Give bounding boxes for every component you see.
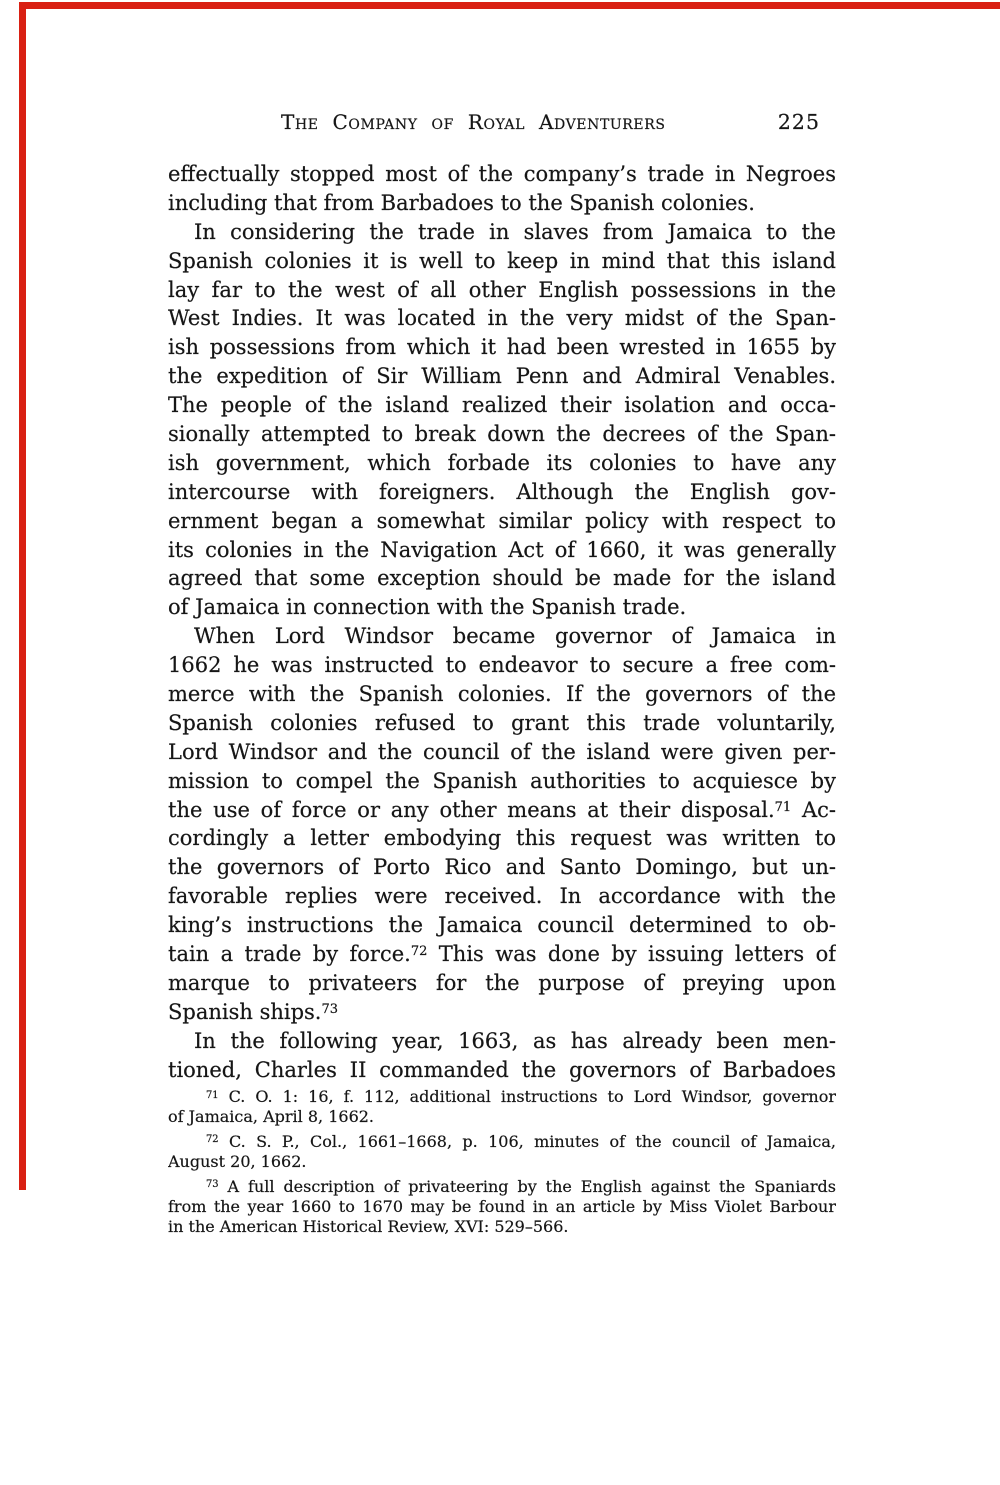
text-line: ish possessions from which it had been wrested in 1655 by	[168, 335, 836, 360]
text-line: intercourse with foreigners. Although the English gov-	[168, 479, 836, 504]
text-line: its colonies in the Navigation Act of 1660, it was generally	[168, 537, 836, 562]
footnote-marker: 73	[321, 1001, 339, 1017]
text-line: 1662 he was instructed to endeavor to secure a free com-	[168, 653, 836, 678]
footnote-marker: 73	[206, 1179, 219, 1191]
text-line: cordingly a letter embodying this request was written to	[168, 826, 836, 851]
footnote	[168, 1087, 836, 1128]
footnotes	[168, 1087, 836, 1242]
running-title: The Company of Royal Adventurers	[281, 110, 666, 134]
text-line: Spanish ships.$^{73}$	[168, 999, 339, 1024]
scan-edge-top	[19, 2, 1000, 9]
text-line: in the American Historical Review, XVI: 529–566.	[168, 1217, 569, 1237]
text-line: tioned, Charles II commanded the governors of Barbadoes	[168, 1057, 836, 1082]
text-line: $^{72}$ C. S. P., Col., 1661–1668, p. 106, minutes of the council of Jamaica,	[206, 1131, 836, 1151]
text-line: king’s instructions the Jamaica council determined to ob-	[168, 913, 836, 938]
text-line: West Indies. It was located in the very midst of the Span-	[168, 306, 836, 331]
body-text	[168, 160, 836, 1085]
text-line: ish government, which forbade its colonies to have any	[168, 450, 836, 475]
text-line: of Jamaica in connection with the Spanish trade.	[168, 595, 687, 620]
text-line: In considering the trade in slaves from Jamaica to the	[194, 219, 836, 244]
page-number: 225	[777, 110, 820, 134]
text-line: marque to privateers for the purpose of preying upon	[168, 970, 836, 995]
text-line: favorable replies were received. In accordance with the	[168, 884, 836, 909]
text-line: merce with the Spanish colonies. If the governors of the	[168, 682, 836, 707]
text-line: including that from Barbadoes to the Spanish colonies.	[168, 190, 755, 215]
text-line: Lord Windsor and the council of the island were given per-	[168, 739, 836, 764]
text-line: When Lord Windsor became governor of Jamaica in	[194, 624, 836, 649]
text-line: effectually stopped most of the company’s trade in Negroes	[168, 162, 836, 186]
text-line: the use of force or any other means at their disposal.$^{71}$ Ac-	[168, 797, 836, 822]
footnote-marker: 71	[774, 799, 792, 815]
footnote-marker: 72	[410, 944, 428, 960]
paragraph	[168, 218, 836, 622]
page-header	[168, 110, 836, 138]
text-line: the governors of Porto Rico and Santo Domingo, but un-	[168, 855, 836, 880]
text-line: mission to compel the Spanish authorities to acquiesce by	[168, 768, 836, 793]
text-line: The people of the island realized their isolation and occa-	[168, 393, 836, 418]
paragraph	[168, 622, 836, 1026]
text-line: sionally attempted to break down the decrees of the Span-	[168, 422, 836, 447]
text-line: of Jamaica, April 8, 1662.	[168, 1107, 375, 1127]
text-line: tain a trade by force.$^{72}$ This was done by issuing letters of	[168, 942, 836, 967]
text-line: Spanish colonies it is well to keep in mind that this island	[168, 248, 836, 273]
text-line: August 20, 1662.	[168, 1152, 307, 1172]
paragraph	[168, 1027, 836, 1085]
text-line: Spanish colonies refused to grant this trade voluntarily,	[168, 710, 836, 735]
text-line: ernment began a somewhat similar policy with respect to	[168, 508, 836, 533]
paragraph	[168, 160, 836, 218]
footnote-marker: 71	[206, 1089, 219, 1101]
text-line: $^{73}$ A full description of privateering by the English against the Spaniards	[206, 1176, 836, 1196]
text-line: $^{71}$ C. O. 1: 16, f. 112, additional instructions to Lord Windsor, governor	[206, 1087, 836, 1106]
footnote	[168, 1177, 836, 1238]
text-line: lay far to the west of all other English possessions in the	[168, 277, 836, 302]
footnote	[168, 1132, 836, 1173]
text-line: In the following year, 1663, as has already been men-	[194, 1028, 836, 1053]
text-line: from the year 1660 to 1670 may be found in an article by Miss Violet Barbour	[168, 1196, 836, 1216]
scan-edge-left	[19, 2, 26, 1190]
text-line: agreed that some exception should be made for the island	[168, 566, 836, 591]
footnote-marker: 72	[206, 1134, 219, 1146]
text-line: the expedition of Sir William Penn and Admiral Venables.	[168, 364, 836, 389]
